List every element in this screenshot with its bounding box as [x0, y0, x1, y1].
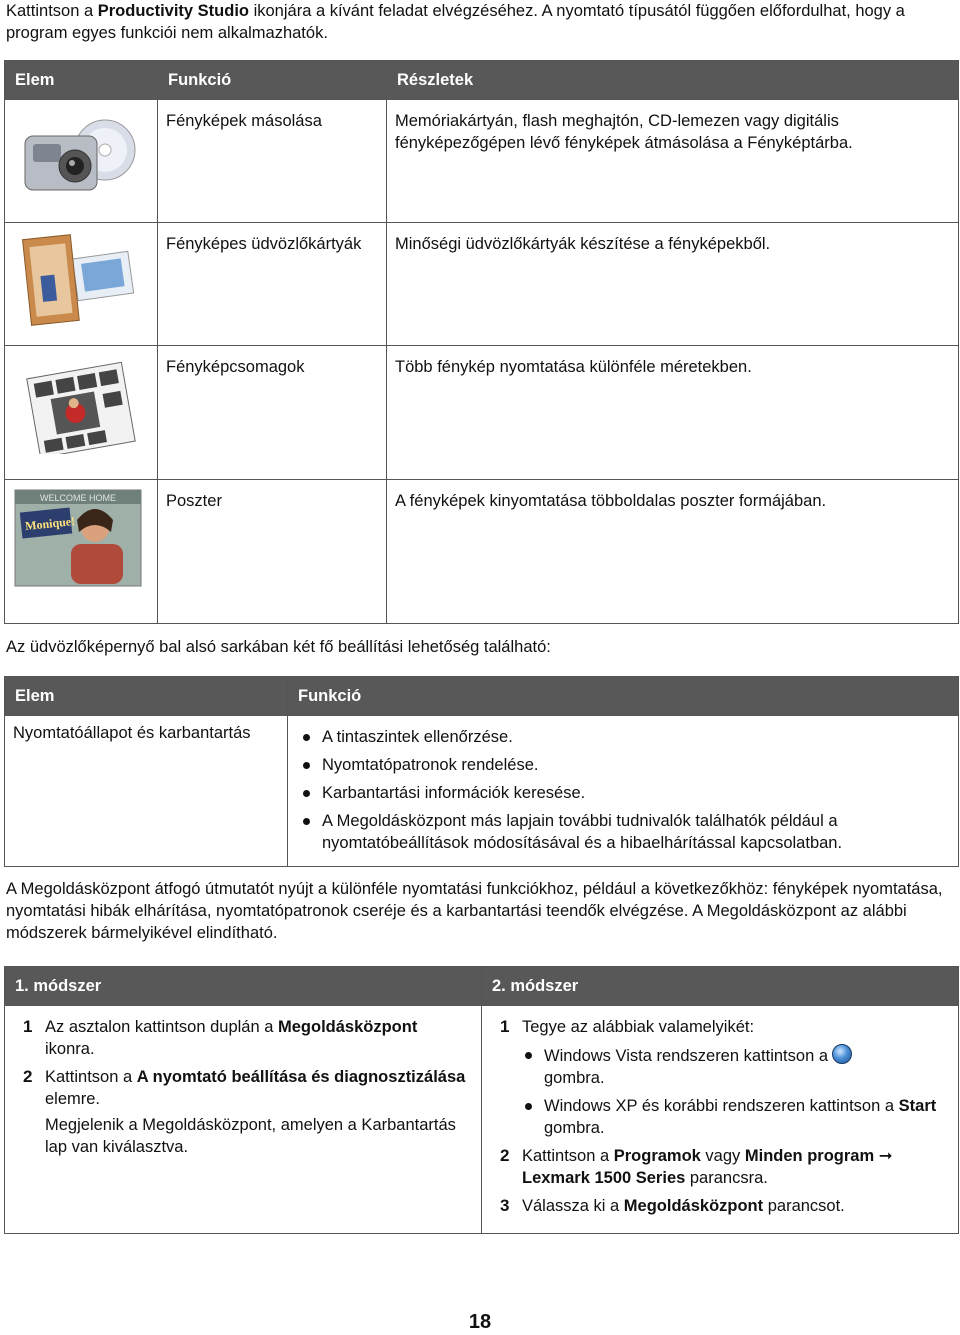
sub-bullets — [522, 1044, 948, 1139]
table-cell-detail: A fényképek kinyomtatása többoldalas poszter formájában. — [387, 480, 959, 624]
header-funkcio: Funkció — [158, 61, 387, 100]
table-cell-detail: Memóriakártyán, flash meghajtón, CD-lemezen vagy digitális fényképezőgépen lévő fényképek átmásolása a Fényképtárba. — [387, 100, 959, 223]
header-elem: Elem — [5, 677, 288, 716]
step-text: Tegye az alábbiak valamelyikét: — [522, 1018, 755, 1036]
table-header-row — [5, 967, 959, 1006]
arrow-right-icon: ➞ — [878, 1147, 893, 1165]
step-bold: Lexmark 1500 Series — [522, 1169, 686, 1187]
table-cell-icon — [5, 480, 158, 624]
step-text-mid: vagy — [700, 1147, 745, 1165]
table-header-row — [5, 61, 959, 100]
function-list — [300, 726, 950, 854]
step-item — [23, 1016, 471, 1060]
method-1-cell — [5, 1006, 482, 1234]
bullet-text: Windows XP és korábbi rendszeren kattintson a — [544, 1097, 899, 1115]
list-item: Nyomtatópatronok rendelése. — [300, 754, 950, 776]
welcome-screen-text: Az üdvözlőképernyő bal alsó sarkában két fő beállítási lehetőség található: — [6, 638, 551, 656]
table-row — [5, 1006, 959, 1234]
step-number: 1 — [23, 1017, 33, 1036]
header-method-2: 2. módszer — [482, 967, 959, 1006]
step-text: Válassza ki a — [522, 1197, 624, 1215]
list-item: A tintaszintek ellenőrzése. — [300, 726, 950, 748]
poster-name: Monique! — [24, 513, 76, 534]
intro-paragraph — [6, 0, 956, 44]
table-cell-func: Fényképcsomagok — [158, 346, 387, 480]
bullet-text: Windows Vista rendszeren kattintson a — [544, 1047, 829, 1065]
greeting-cards-icon — [13, 231, 143, 331]
step-number: 3 — [500, 1196, 510, 1215]
step-text: Kattintson a — [522, 1147, 614, 1165]
intro-text: Kattintson a — [6, 2, 98, 20]
step-bold: Megoldásközpont — [277, 1018, 418, 1036]
settings-options-table — [4, 676, 959, 867]
method-2-cell — [482, 1006, 959, 1234]
step-text-end: parancsot. — [763, 1197, 845, 1215]
method-1-steps — [23, 1016, 471, 1158]
step-bold: Programok — [613, 1147, 701, 1165]
table-cell-icon — [5, 346, 158, 480]
bullet-text-end: gombra. — [544, 1069, 605, 1087]
productivity-features-table — [4, 60, 959, 624]
photo-packages-icon — [13, 354, 143, 454]
table-cell-functions — [288, 716, 959, 867]
table-header-row — [5, 677, 959, 716]
intro-text-end: ikonjára a kívánt feladat elvégzéséhez. A nyomtató típusától függően előfordulhat, hogy a program egyes funkciói nem alkalmazhatók. — [6, 2, 905, 42]
bullet-text-end: gombra. — [544, 1119, 605, 1137]
step-bold: Minden program — [744, 1147, 875, 1165]
table-cell-detail: Több fénykép nyomtatása különféle méretekben. — [387, 346, 959, 480]
step-item — [23, 1066, 471, 1158]
table-cell-icon — [5, 100, 158, 223]
poster-icon — [13, 488, 143, 588]
table-row — [5, 100, 959, 223]
step-bold: Megoldásközpont — [623, 1197, 764, 1215]
step-text: Kattintson a — [45, 1068, 137, 1086]
header-funkcio: Funkció — [288, 677, 959, 716]
table-row — [5, 346, 959, 480]
camera-cd-icon — [13, 108, 143, 208]
step-text: Az asztalon kattintson duplán a — [45, 1018, 278, 1036]
list-item: A Megoldásközpont más lapjain további tudnivalók találhatók például a nyomtatóbeállítások módosításával és a hibaelhárítással kapcsolatban. — [300, 810, 950, 854]
header-elem: Elem — [5, 61, 158, 100]
step-number: 2 — [23, 1067, 33, 1086]
table-cell-icon — [5, 223, 158, 346]
table-cell-func: Poszter — [158, 480, 387, 624]
list-item: Karbantartási információk keresése. — [300, 782, 950, 804]
method-2-steps — [500, 1016, 948, 1217]
bullet-bold: Start — [898, 1097, 937, 1115]
step-item — [500, 1195, 948, 1217]
solution-center-paragraph: A Megoldásközpont átfogó útmutatót nyújt a különféle nyomtatási funkciókhoz, például a következőkhöz: fényképek nyomtatása, nyomtatási hibák elhárítása, nyomtatópatronok cseréje és a karbantartási teendők elvégzése. A Megoldásközpont az alábbi módszerek bármelyikével elindítható. — [6, 880, 943, 942]
step-number: 2 — [500, 1146, 510, 1165]
table-row — [5, 223, 959, 346]
table-cell-func: Fényképes üdvözlőkártyák — [158, 223, 387, 346]
methods-table — [4, 966, 959, 1234]
intro-bold: Productivity Studio — [97, 2, 249, 20]
table-row — [5, 480, 959, 624]
table-cell-func: Fényképek másolása — [158, 100, 387, 223]
step-number: 1 — [500, 1017, 510, 1036]
step-text-end: elemre. — [45, 1090, 101, 1108]
step-note: Megjelenik a Megoldásközpont, amelyen a Karbantartás lap van kiválasztva. — [45, 1116, 456, 1156]
list-item — [522, 1095, 948, 1139]
table-row — [5, 716, 959, 867]
table-cell-item: Nyomtatóállapot és karbantartás — [5, 716, 288, 867]
poster-banner: WELCOME HOME — [39, 493, 117, 503]
list-item — [522, 1044, 948, 1089]
table-cell-detail: Minőségi üdvözlőkártyák készítése a fényképekből. — [387, 223, 959, 346]
step-bold: A nyomtató beállítása és diagnosztizálása — [136, 1068, 466, 1086]
header-method-1: 1. módszer — [5, 967, 482, 1006]
page-number: 18 — [468, 1311, 492, 1333]
header-reszletek: Részletek — [387, 61, 959, 100]
step-text-end: parancsra. — [685, 1169, 768, 1187]
windows-start-orb-icon — [832, 1044, 852, 1064]
step-item — [500, 1016, 948, 1139]
step-text-end: ikonra. — [45, 1040, 95, 1058]
step-item — [500, 1145, 948, 1189]
